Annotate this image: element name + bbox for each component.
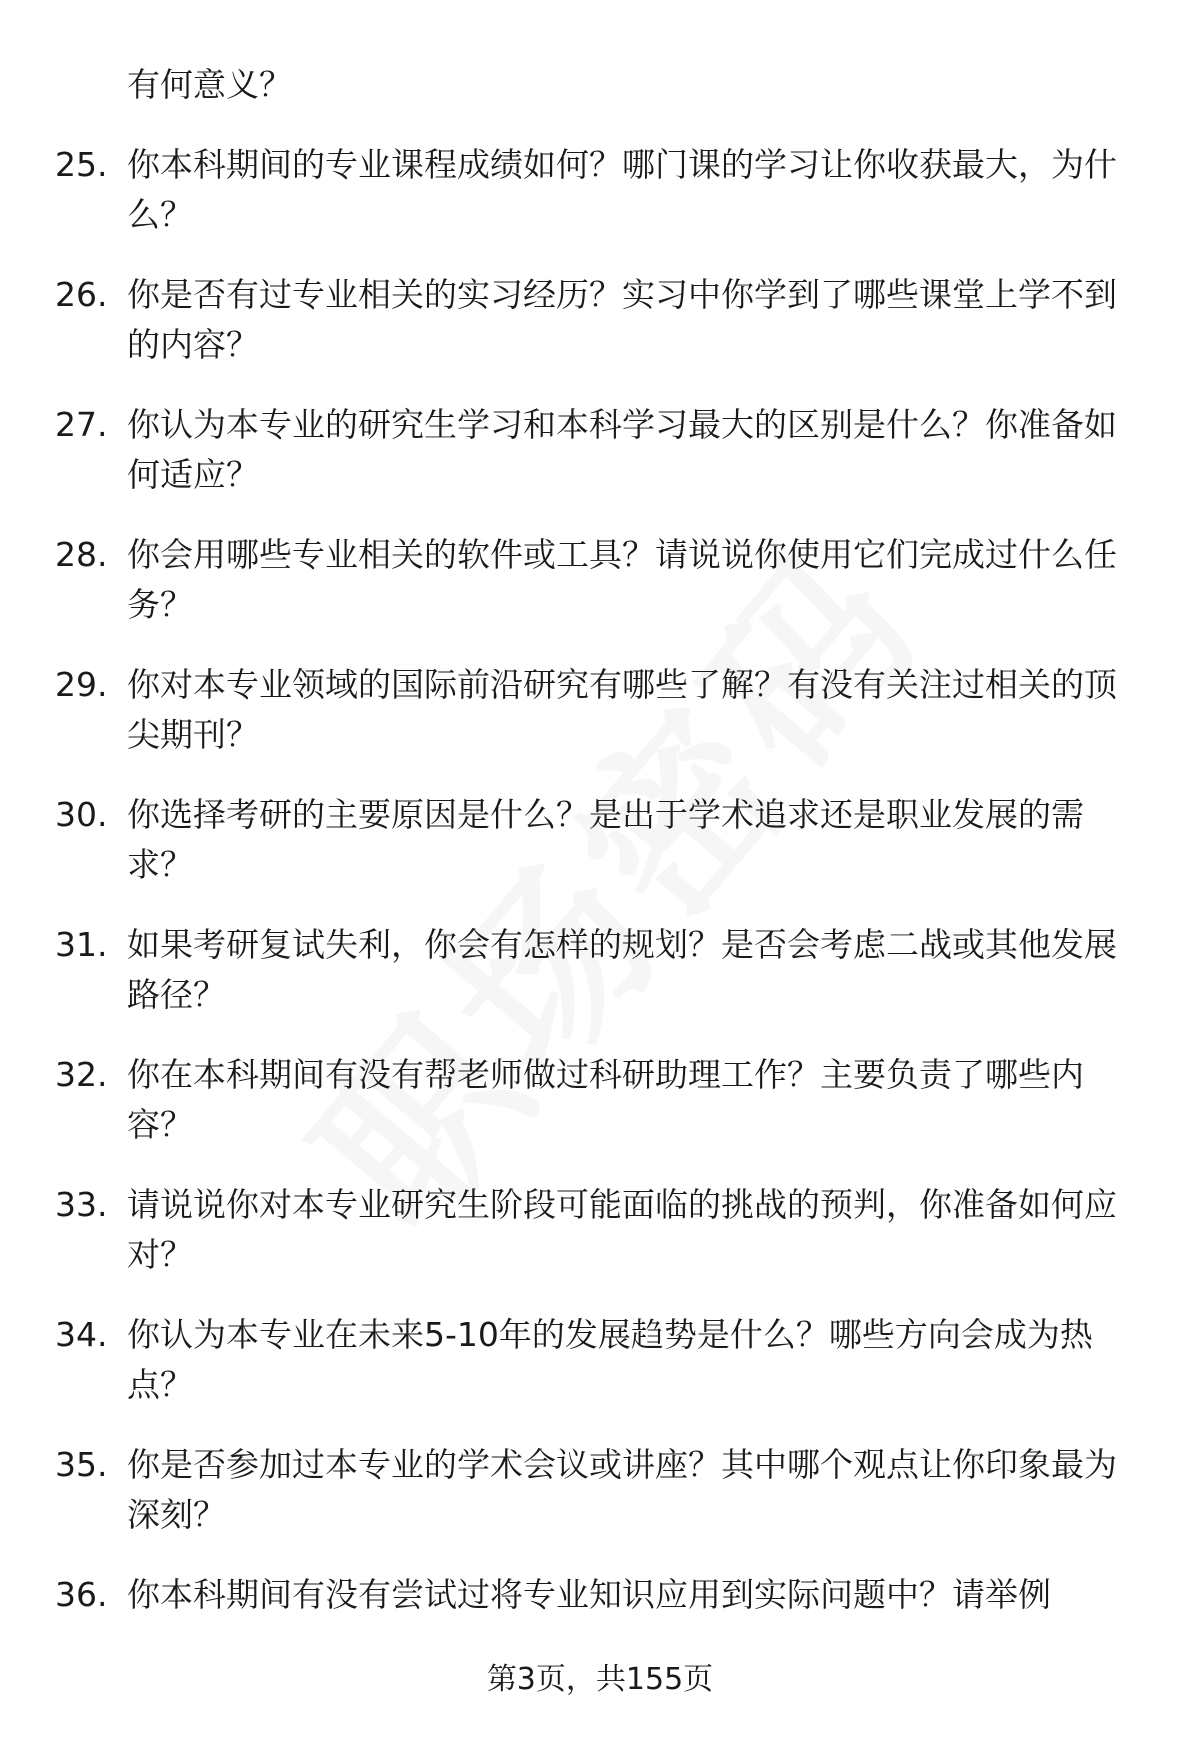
item-number: 30. [55, 795, 108, 834]
list-item [55, 1310, 1145, 1410]
list-item [55, 530, 1145, 630]
item-text: 你在本科期间有没有帮老师做过科研助理工作？主要负责了哪些内容？ [127, 1055, 1084, 1144]
list-item [55, 1050, 1145, 1150]
item-number: 27. [55, 405, 108, 444]
list-item [55, 140, 1145, 240]
item-number: 36. [55, 1575, 108, 1614]
item-number: 32. [55, 1055, 108, 1094]
list-item [55, 660, 1145, 760]
item-text: 如果考研复试失利，你会有怎样的规划？是否会考虑二战或其他发展路径？ [127, 925, 1117, 1014]
list-item [55, 920, 1145, 1020]
item-text: 你是否有过专业相关的实习经历？实习中你学到了哪些课堂上学不到的内容？ [127, 275, 1117, 364]
item-number: 29. [55, 665, 108, 704]
item-number: 31. [55, 925, 108, 964]
item-text: 你认为本专业在未来5-10年的发展趋势是什么？哪些方向会成为热点？ [127, 1315, 1093, 1404]
list-item [55, 1440, 1145, 1540]
item-number: 35. [55, 1445, 108, 1484]
list-item [55, 1180, 1145, 1280]
item-text: 请说说你对本专业研究生阶段可能面临的挑战的预判，你准备如何应对？ [127, 1185, 1117, 1274]
item-text: 你是否参加过本专业的学术会议或讲座？其中哪个观点让你印象最为深刻？ [127, 1445, 1117, 1534]
item-text: 你选择考研的主要原因是什么？是出于学术追求还是职业发展的需求？ [127, 795, 1084, 884]
page-footer: 第3页，共155页 [486, 1662, 714, 1697]
list-item [55, 1570, 1145, 1620]
continuation-text: 有何意义？ [127, 65, 292, 104]
item-text: 你认为本专业的研究生学习和本科学习最大的区别是什么？你准备如何适应？ [127, 405, 1117, 494]
item-text: 你对本专业领域的国际前沿研究有哪些了解？有没有关注过相关的顶尖期刊？ [127, 665, 1117, 754]
item-text: 你会用哪些专业相关的软件或工具？请说说你使用它们完成过什么任务？ [127, 535, 1117, 624]
list-item [55, 790, 1145, 890]
item-number: 26. [55, 275, 108, 314]
question-list [55, 60, 1145, 1650]
item-number: 25. [55, 145, 108, 184]
item-number: 28. [55, 535, 108, 574]
item-text: 你本科期间的专业课程成绩如何？哪门课的学习让你收获最大，为什么？ [127, 145, 1117, 234]
item-text: 你本科期间有没有尝试过将专业知识应用到实际问题中？请举例 [127, 1575, 1051, 1614]
item-number: 33. [55, 1185, 108, 1224]
list-item [55, 400, 1145, 500]
list-item [55, 270, 1145, 370]
item-number: 34. [55, 1315, 108, 1354]
